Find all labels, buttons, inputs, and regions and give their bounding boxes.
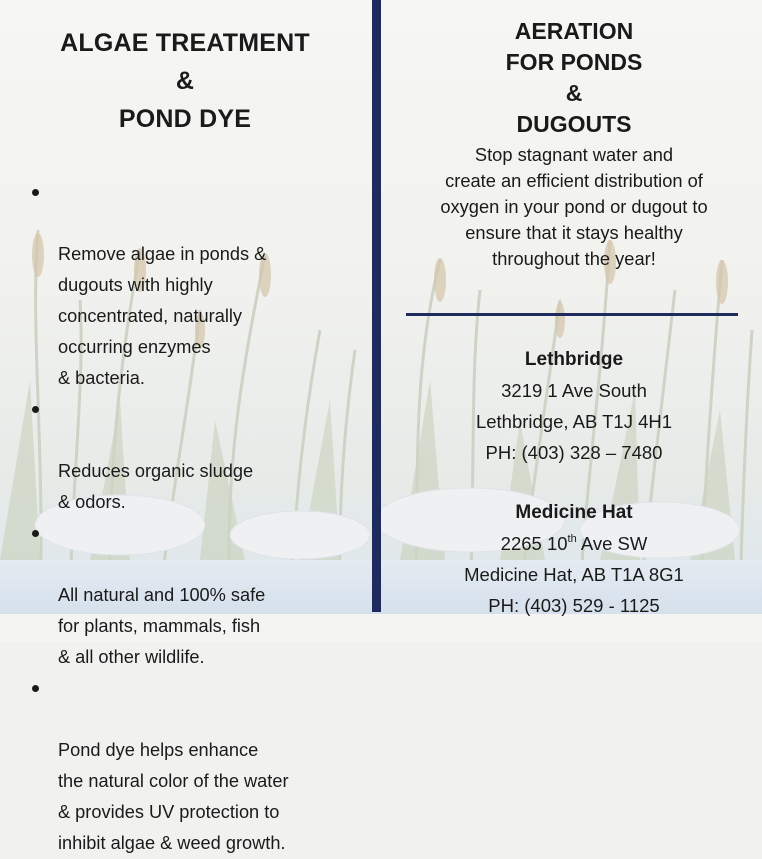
location-city: Lethbridge, AB T1J 4H1 [475,411,673,432]
list-item [28,177,348,394]
bullet-icon [32,530,39,537]
location-medicine-hat [400,497,748,621]
list-item-text: Pond dye helps enhance the natural color of the water & provides UV protection to inhibit algae & weed growth. [58,740,289,853]
ordinal-suffix: th [567,532,577,545]
location-address: 3219 1 Ave South [501,380,647,401]
location-name: Medicine Hat [515,502,633,523]
location-address [400,528,748,559]
heading-line: & [175,67,195,95]
section-divider [406,313,738,316]
heading-line: & [565,80,583,106]
list-item [28,394,348,518]
bullet-icon [32,406,39,413]
aeration-description: Stop stagnant water and create an efficient distribution of oxygen in your pond or dugout to ensure that it stays healthy throughout the year! [440,144,708,269]
address-street: Ave SW [576,533,648,554]
location-phone: PH: (403) 529 - 1125 [488,595,660,616]
algae-treatment-heading [20,24,350,138]
heading-line: AERATION [514,18,634,44]
list-item-text: All natural and 100% safe for plants, mammals, fish & all other wildlife. [58,585,266,667]
location-phone: PH: (403) 328 – 7480 [485,442,663,463]
algae-features-list [28,177,348,859]
heading-line: POND DYE [118,105,252,133]
location-lethbridge [400,344,748,468]
aeration-heading [400,16,748,140]
list-item-text: Remove algae in ponds & dugouts with highly concentrated, naturally occurring enzymes & bacteria. [58,244,267,388]
heading-line: DUGOUTS [516,111,632,137]
location-city: Medicine Hat, AB T1A 8G1 [464,564,684,585]
address-number: 2265 10 [500,533,568,554]
list-item-text: Reduces organic sludge & odors. [58,461,254,512]
bullet-icon [32,189,39,196]
location-name: Lethbridge [524,349,624,370]
list-item [28,673,348,859]
heading-line: ALGAE TREATMENT [60,29,310,57]
heading-line: FOR PONDS [505,49,643,75]
column-divider [372,0,381,612]
bullet-icon [32,685,39,692]
list-item [28,518,348,673]
